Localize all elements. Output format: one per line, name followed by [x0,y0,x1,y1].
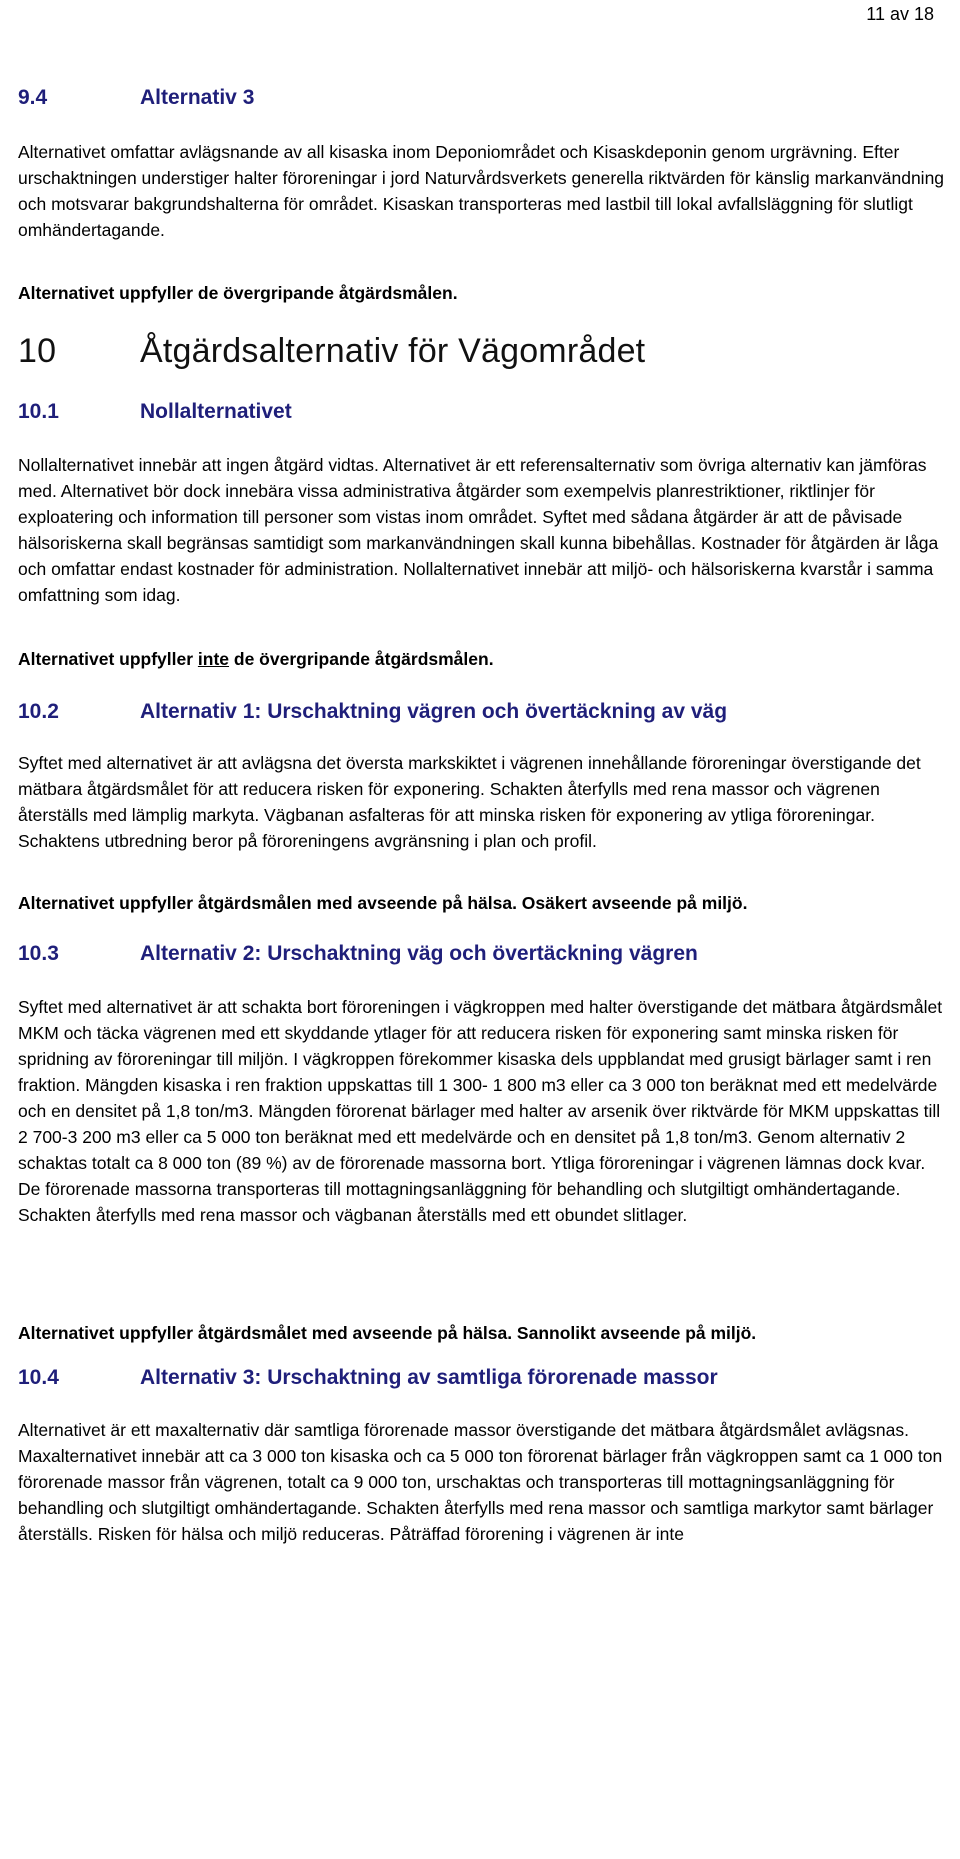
heading-10 [18,332,948,371]
heading-title: Alternativ 2: Urschaktning väg och övertäckning vägren [140,942,698,965]
heading-title: Alternativ 3 [140,86,255,109]
heading-title: Åtgärdsalternativ för Vägområdet [140,332,646,370]
conclusion-9-4: Alternativet uppfyller de övergripande åtgärdsmålen. [18,283,458,303]
conclusion-text: Alternativet uppfyller [18,649,198,669]
conclusion-10-2: Alternativet uppfyller åtgärdsmålen med avseende på hälsa. Osäkert avseende på miljö. [18,893,748,913]
heading-10-3 [18,942,948,966]
conclusion-10-3: Alternativet uppfyller åtgärdsmålet med avseende på hälsa. Sannolikt avseende på miljö. [18,1323,757,1343]
conclusion-text: de övergripande åtgärdsmålen. [229,649,494,669]
heading-number: 9.4 [18,86,48,109]
heading-number: 10.2 [18,700,59,723]
heading-number: 10.4 [18,1366,59,1389]
paragraph-10-1: Nollalternativet innebär att ingen åtgärd vidtas. Alternativet är ett referensalternativ som övriga alternativ kan jämföras med. Alternativet bör dock innebära vissa administrativa åtgärder som exempelvis planrestriktioner, riktlinjer för exploatering och information till personer som vistas inom området. Syftet med sådana åtgärder är att de påvisade hälsoriskerna skall begränsas samtidigt som markanvändningen skall kunna bibehållas. Kostnader för åtgärden är låga och omfattar endast kostnader för administration. Nollalternativet innebär att miljö- och hälsoriskerna kvarstår i samma omfattning som idag. [18,455,939,605]
heading-title: Alternativ 1: Urschaktning vägren och övertäckning av väg [140,700,728,723]
heading-title: Nollalternativet [140,400,292,423]
paragraph-9-4: Alternativet omfattar avlägsnande av all kisaska inom Deponiområdet och Kisaskdeponin genom urgrävning. Efter urschaktningen understiger halter föroreningar i jord Naturvårdsverkets generella riktvärden för känslig markanvändning och motsvarar bakgrundshalterna för området. Kisaskan transporteras med lastbil till lokal avfallsläggning för slutligt omhändertagande. [18,142,945,240]
paragraph-10-4: Alternativet är ett maxalternativ där samtliga förorenade massor överstigande det mätbara åtgärdsmålet avlägsnas. Maxalternativet innebär att ca 3 000 ton kisaska och ca 5 000 ton förorenat bärlager från vägkroppen samt ca 1 000 ton förorenade massor från vägrenen, totalt ca 9 000 ton, urschaktas och transporteras till mottagningsanläggning för behandling och slutgiltigt omhändertagande. Schakten återfylls med rena massor och samtliga markytor samt bärlager återställs. Risken för hälsa och miljö reduceras. Påträffad förorening i vägrenen är inte [18,1420,943,1544]
paragraph-10-3: Syftet med alternativet är att schakta bort föroreningen i vägkroppen med halter överstigande det mätbara åtgärdsmålet MKM och täcka vägrenen med ett skyddande ytlager för att reducera risken för exponering samt minska risken för spridning av föroreningar till miljön. I vägkroppen förekommer kisaska dels uppblandat med grusigt bärlager samt i ren fraktion. Mängden kisaska i ren fraktion uppskattas till 1 300- 1 800 m3 eller ca 3 000 ton beräknat med ett medelvärde och en densitet på 1,8 ton/m3. Mängden förorenat bärlager med halter av arsenik över riktvärde för MKM uppskattas till 2 700-3 200 m3 eller ca 5 000 ton beräknat med ett medelvärde och en densitet på 1,8 ton/m3. Genom alternativ 2 schaktas totalt ca 8 000 ton (89 %) av de förorenade massorna bort. Ytliga föroreningar i vägrenen lämnas dock kvar. De förorenade massorna transporteras till mottagningsanläggning för behandling och slutgiltigt omhändertagande. Schakten återfylls med rena massor och vägbanan återställs med ett obundet slitlager. [18,997,943,1225]
heading-number: 10 [18,332,57,370]
heading-10-2 [18,700,948,724]
heading-number: 10.3 [18,942,59,965]
paragraph-10-2: Syftet med alternativet är att avlägsna det översta markskiktet i vägrenen innehållande föroreningar överstigande det mätbara åtgärdsmålet för att reducera risken för exponering. Schakten återfylls med rena massor och vägrenen återställs med lämplig markyta. Vägbanan asfalteras för att minska risken för exponering av ytliga föroreningar. Schaktens utbredning beror på föroreningens avgränsning i plan och profil. [18,753,921,851]
conclusion-underlined-text: inte [197,649,230,669]
conclusion-10-1 [18,646,948,672]
heading-number: 10.1 [18,400,59,423]
heading-title: Alternativ 3: Urschaktning av samtliga förorenade massor [140,1366,718,1389]
page-number: 11 av 18 [866,4,934,24]
heading-9-4 [18,86,948,110]
heading-10-4 [18,1366,948,1390]
heading-10-1 [18,400,948,424]
